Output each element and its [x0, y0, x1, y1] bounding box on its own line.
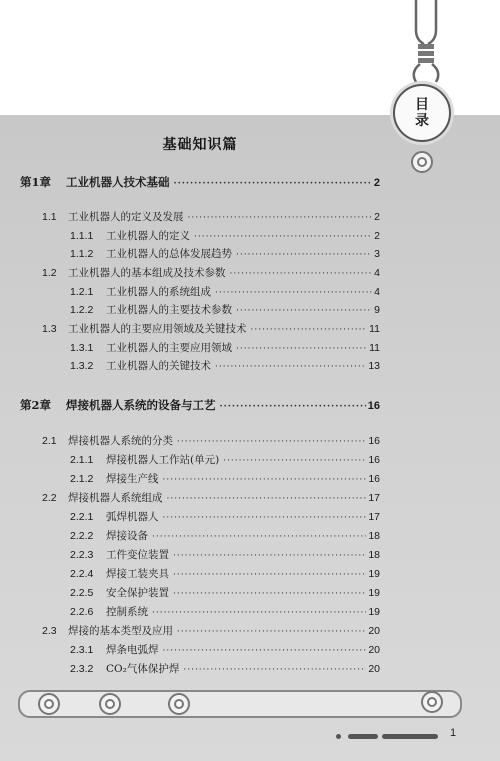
- toc-subsection[interactable]: [70, 527, 380, 545]
- entry-title: 焊接机器人系统的分类: [68, 435, 173, 447]
- entry-title: 焊接设备: [106, 530, 148, 542]
- toc-section[interactable]: [42, 320, 380, 338]
- toc-subsection[interactable]: [70, 660, 380, 678]
- entry-page: 13: [368, 360, 380, 372]
- entry-title: 安全保护装置: [106, 587, 169, 599]
- entry-title: 工件变位装置: [106, 549, 169, 561]
- leader-dots: [194, 228, 372, 246]
- entry-title: CO₂气体保护焊: [106, 663, 180, 675]
- leader-dots: [236, 340, 367, 358]
- entry-title: 工业机器人的关键技术: [106, 360, 211, 372]
- toc-badge: [393, 84, 451, 142]
- entry-page: 19: [368, 568, 380, 580]
- entry-number: 1.3.1: [70, 342, 94, 354]
- ring-icon: [38, 693, 60, 715]
- entry-number: 2.3.2: [70, 663, 94, 675]
- entry-number: 2.2.3: [70, 549, 94, 561]
- toc-subsection[interactable]: [70, 641, 380, 659]
- entry-page: 16: [368, 435, 380, 447]
- leader-dots: [236, 302, 372, 320]
- leader-dots: [173, 547, 366, 565]
- toc-subsection[interactable]: [70, 546, 380, 564]
- entry-number: 1.3: [42, 323, 57, 335]
- ring-icon: [421, 691, 443, 713]
- ring-icon: [168, 693, 190, 715]
- entry-number: 第2章: [20, 398, 52, 412]
- leader-dots: [152, 604, 366, 622]
- entry-page: 4: [374, 267, 380, 279]
- entry-title: 弧焊机器人: [106, 511, 159, 523]
- entry-page: 20: [368, 644, 380, 656]
- toc-subsection[interactable]: [70, 301, 380, 319]
- entry-number: 1.1: [42, 211, 57, 223]
- entry-page: 17: [368, 511, 380, 523]
- page-number: 1: [450, 727, 457, 739]
- toc-chapter-1[interactable]: [20, 173, 380, 191]
- leader-dots: [163, 509, 367, 527]
- leader-dots: [177, 433, 366, 451]
- toc-subsection[interactable]: [70, 245, 380, 263]
- entry-number: 2.1: [42, 435, 57, 447]
- toc-subsection[interactable]: [70, 603, 380, 621]
- entry-title: 工业机器人的基本组成及技术参数: [68, 267, 226, 279]
- entry-page: 4: [374, 286, 380, 298]
- entry-title: 焊接机器人系统组成: [68, 492, 163, 504]
- entry-page: 2: [373, 177, 380, 189]
- entry-number: 2.3.1: [70, 644, 94, 656]
- toc-subsection[interactable]: [70, 584, 380, 602]
- entry-page: 18: [368, 549, 380, 561]
- ring-icon: [99, 693, 121, 715]
- leader-dots: [173, 585, 366, 603]
- toc-subsection[interactable]: [70, 565, 380, 583]
- entry-page: 16: [367, 400, 380, 412]
- entry-number: 第1章: [20, 175, 52, 189]
- entry-page: 20: [368, 625, 380, 637]
- entry-number: 2.2.6: [70, 606, 94, 618]
- entry-page: 16: [368, 454, 380, 466]
- entry-number: 1.1.2: [70, 248, 94, 260]
- entry-page: 20: [368, 663, 380, 675]
- entry-number: 2.2: [42, 492, 57, 504]
- entry-title: 工业机器人的主要应用领域: [106, 342, 232, 354]
- leader-dots: [223, 452, 366, 470]
- entry-number: 1.2.1: [70, 286, 94, 298]
- entry-number: 2.2.1: [70, 511, 94, 523]
- badge-char-2: 录: [415, 113, 429, 129]
- entry-title: 工业机器人的主要应用领域及关键技术: [68, 323, 247, 335]
- footer-dot: [336, 734, 341, 739]
- toc-subsection[interactable]: [70, 339, 380, 357]
- toc-subsection[interactable]: [70, 451, 380, 469]
- leader-dots: [215, 358, 366, 376]
- toc-subsection[interactable]: [70, 357, 380, 375]
- toc-subsection[interactable]: [70, 508, 380, 526]
- toc-section[interactable]: [42, 264, 380, 282]
- leader-dots: [163, 471, 367, 489]
- entry-page: 2: [374, 230, 380, 242]
- entry-number: 2.2.5: [70, 587, 94, 599]
- entry-title: 工业机器人的系统组成: [106, 286, 211, 298]
- leader-dots: [177, 623, 366, 641]
- entry-title: 焊接的基本类型及应用: [68, 625, 173, 637]
- toc-subsection[interactable]: [70, 227, 380, 245]
- badge-char-1: 目: [415, 97, 429, 113]
- entry-page: 17: [368, 492, 380, 504]
- entry-page: 3: [374, 248, 380, 260]
- entry-page: 16: [368, 473, 380, 485]
- entry-page: 19: [368, 587, 380, 599]
- toc-section[interactable]: [42, 622, 380, 640]
- leader-dots: [188, 209, 373, 227]
- toc-subsection[interactable]: [70, 470, 380, 488]
- leader-dots: [173, 566, 366, 584]
- decorative-bar: [18, 690, 462, 718]
- section-title: 基础知识篇: [162, 137, 238, 153]
- entry-title: 焊条电弧焊: [106, 644, 159, 656]
- leader-dots: [152, 528, 366, 546]
- entry-title: 工业机器人的定义: [106, 230, 190, 242]
- entry-number: 2.2.2: [70, 530, 94, 542]
- entry-number: 2.3: [42, 625, 57, 637]
- leader-dots: [236, 246, 372, 264]
- entry-page: 11: [369, 342, 380, 354]
- toc-chapter-2[interactable]: [20, 396, 380, 414]
- entry-title: 工业机器人的定义及发展: [68, 211, 184, 223]
- toc-subsection[interactable]: [70, 283, 380, 301]
- entry-number: 2.1.2: [70, 473, 94, 485]
- toc-section[interactable]: [42, 432, 380, 450]
- leader-dots: [174, 175, 372, 193]
- leader-dots: [220, 398, 366, 416]
- entry-number: 2.1.1: [70, 454, 94, 466]
- entry-title: 工业机器人的总体发展趋势: [106, 248, 232, 260]
- entry-number: 1.3.2: [70, 360, 94, 372]
- leader-dots: [167, 490, 367, 508]
- entry-number: 1.2.2: [70, 304, 94, 316]
- footer-rule: [382, 734, 438, 739]
- leader-dots: [251, 321, 368, 339]
- entry-title: 焊接机器人工作站(单元): [106, 454, 220, 466]
- footer-rule: [348, 734, 378, 739]
- entry-number: 1.1.1: [70, 230, 94, 242]
- entry-title: 焊接工装夹具: [106, 568, 169, 580]
- entry-number: 1.2: [42, 267, 57, 279]
- toc-section[interactable]: [42, 208, 380, 226]
- entry-title: 焊接生产线: [106, 473, 159, 485]
- toc-section[interactable]: [42, 489, 380, 507]
- entry-page: 11: [369, 323, 380, 335]
- entry-page: 9: [374, 304, 380, 316]
- entry-title: 工业机器人的主要技术参数: [106, 304, 232, 316]
- leader-dots: [183, 661, 366, 679]
- entry-title: 工业机器人技术基础: [66, 175, 170, 189]
- entry-title: 控制系统: [106, 606, 148, 618]
- ring-icon: [411, 151, 433, 173]
- entry-number: 2.2.4: [70, 568, 94, 580]
- entry-page: 19: [368, 606, 380, 618]
- leader-dots: [215, 284, 372, 302]
- entry-page: 2: [374, 211, 380, 223]
- entry-page: 18: [368, 530, 380, 542]
- entry-title: 焊接机器人系统的设备与工艺: [66, 398, 216, 412]
- leader-dots: [163, 642, 367, 660]
- leader-dots: [230, 265, 373, 283]
